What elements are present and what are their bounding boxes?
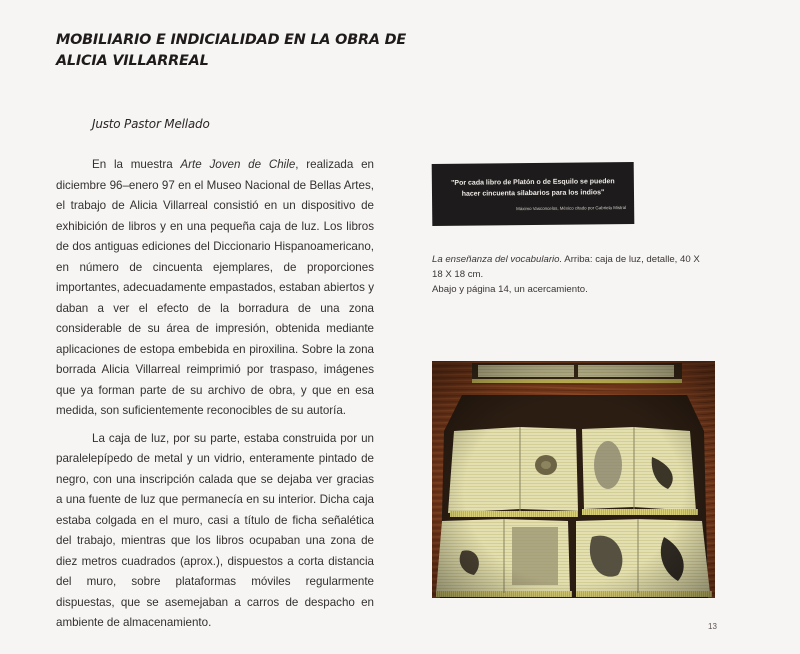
books-photo	[432, 361, 715, 598]
paragraph-1: En la muestra Arte Joven de Chile, realizada en diciembre 96–enero 97 en el Museo Nacional de Bellas Artes, el trabajo de Alicia Villarreal consistió en un dispositivo de exhibición de libros y en una pequeña caja de luz. Los libros de dos antiguas ediciones del Diccionario Hispanoamericano, en número de cincuenta ejemplares, de proporciones importantes, adecuadamente empastados, estaban abiertos y daban a ver el efecto de la borradura de una zona considerable de su área de impresión, obtenida mediante aplicaciones de estopa embebida en piroxilina. Sobre la zona borrada Alicia Villarreal reimprimió por traspaso, imágenes que ya forman parte de su archivo de obra, y que en esa medida, son suficientemente reconocibles de su autoría.	[56, 158, 375, 417]
lightbox-attribution: Máximo Vasconcelos, México citado por Gabriela Mistral	[516, 205, 627, 212]
work-title: La enseñanza del vocabulario.	[432, 254, 563, 265]
article-title: MOBILIARIO E INDICIALIDAD EN LA OBRA DE ALICIA VILLARREAL	[56, 32, 406, 69]
lightbox-image	[432, 162, 635, 226]
page-number: 13	[708, 622, 717, 631]
photo-caption: La enseñanza del vocabulario. Arriba: caja de luz, detalle, 40 X 18 X 18 cm. Abajo y página 14, un acercamiento.	[432, 254, 700, 295]
author-name: Justo Pastor Mellado	[92, 117, 210, 131]
exhibition-name: Arte Joven de Chile	[180, 158, 296, 171]
lightbox-quote: "Por cada libro de Platón o de Esquilo se pueden hacer cincuenta silabarios para los indios"	[451, 178, 615, 198]
article-body	[56, 155, 374, 634]
paragraph-2: La caja de luz, por su parte, estaba construida por un paralelepípedo de metal y un vidrio, enteramente pintado de negro, con una inscripción calada que se dejaba ver gracias a una fuente de luz que permanecía en su interior. Dicha caja estaba colgada en el muro, casi a título de ficha señalética del trabajo, mientras que los libros ocupaban una zona de diez metros cuadrados (aprox.), dispuestos a corta distancia del muro, sobre plataformas móviles regularmente dispuestas, que se asemejaban a carros de despacho en ambiente de almacenamiento.	[56, 431, 374, 629]
